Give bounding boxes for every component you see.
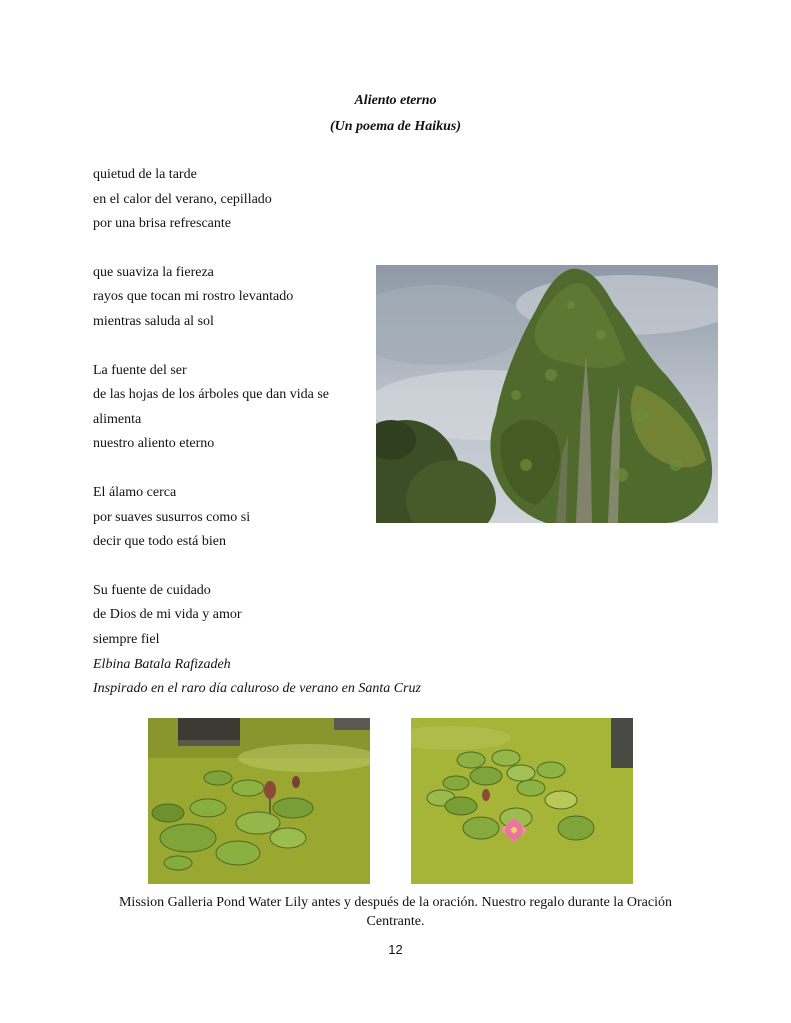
poem-line: de las hojas de los árboles que dan vida se alimenta [93,387,329,427]
poem-line: El álamo cerca [93,484,177,500]
tree-photo [376,265,718,523]
signature-block [93,653,421,702]
poem-line: rayos que tocan mi rostro levantado [93,289,294,305]
page-number: 12 [388,942,403,957]
poem-line: La fuente del ser [93,362,187,378]
poem-line: quietud de la tarde [93,167,197,182]
stanza [93,481,363,555]
poem-title: Aliento eterno [354,93,437,108]
photo-caption: Mission Galleria Pond Water Lily antes y después de la oración. Nuestro regalo durante la Oración Centrante. [118,895,672,929]
poem-line: decir que todo está bien [93,534,226,550]
poem-subtitle: (Un poema de Haikus) [329,119,462,134]
inspiration-note: Inspirado en el raro día caluroso de verano en Santa Cruz [93,681,421,697]
poem-line: Su fuente de cuidado [93,582,211,598]
poem-line: de Dios de mi vida y amor [93,607,242,623]
poem-line: en el calor del verano, cepillado [93,191,272,207]
stanza [93,163,363,237]
author-name: Elbina Batala Rafizadeh [93,656,231,672]
pond-photo-after [411,718,633,884]
poem-line: por suaves susurros como si [93,509,251,525]
stanza [93,579,421,702]
poem-line: nuestro aliento eterno [93,436,215,452]
stanza [93,359,363,457]
poem-line: que suaviza la fiereza [93,264,214,280]
pond-photo-before [148,718,370,884]
stanza [93,261,363,335]
poem-line: mientras saluda al sol [93,313,214,329]
poem-body [93,163,421,702]
poem-line: siempre fiel [93,631,160,647]
poem-line: por una brisa refrescante [93,216,231,232]
